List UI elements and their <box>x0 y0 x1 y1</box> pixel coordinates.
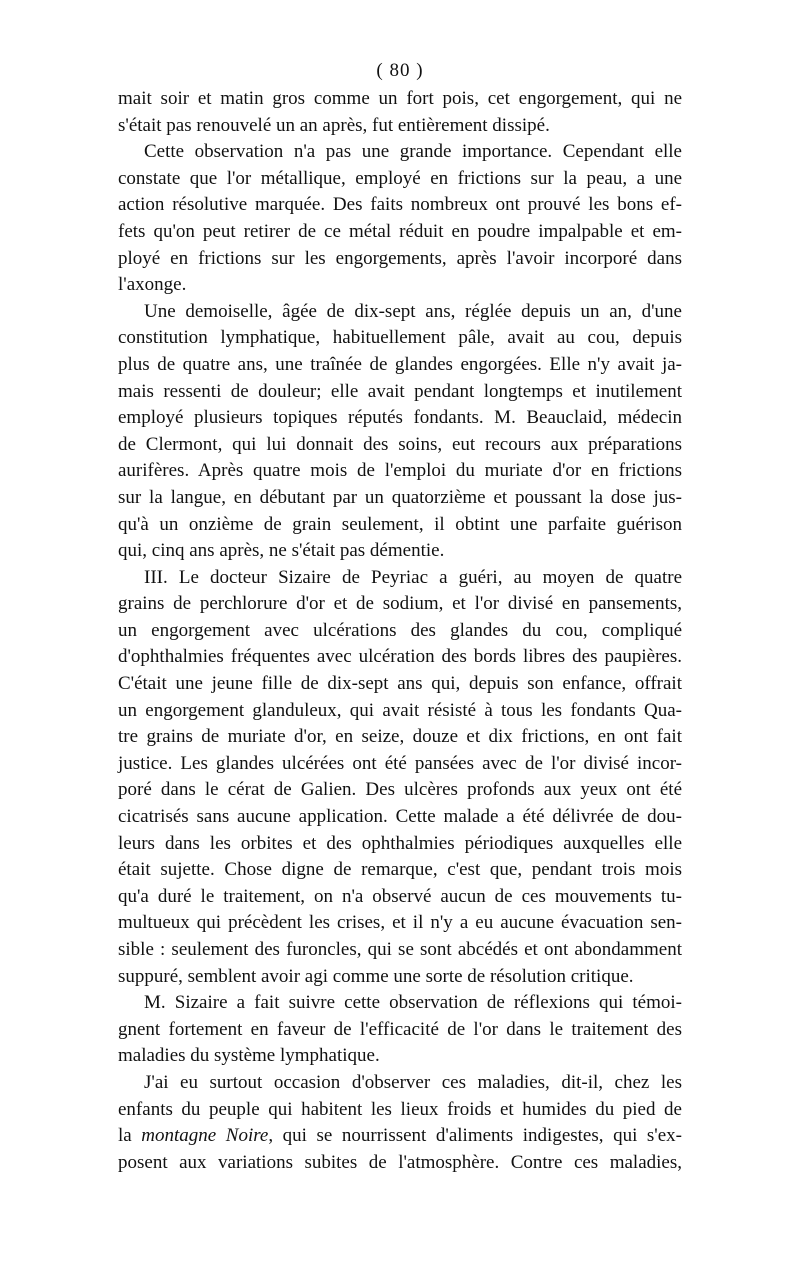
text-line: multueux qui précèdent les crises, et il n'y a eu aucune évacuation sen- <box>118 912 682 934</box>
text-line: C'était une jeune fille de dix-sept ans qui, depuis son enfance, offrait <box>118 673 682 695</box>
text-line: sible : seulement des furoncles, qui se sont abcédés et ont abondamment <box>118 939 682 960</box>
text-line <box>118 1123 682 1150</box>
text-line: sur la langue, en débutant par un quatorzième et poussant la dose jus- <box>118 486 682 508</box>
text-line: constate que l'or métallique, employé en frictions sur la peau, a une <box>118 167 682 189</box>
text-line: qu'a duré le traitement, on n'a observé aucun de ces mouvements tu- <box>118 885 682 907</box>
text-line: justice. Les glandes ulcérées ont été pansées avec de l'or divisé incor- <box>118 752 682 774</box>
text-line: grains de perchlorure d'or et de sodium, et l'or divisé en pansements, <box>118 593 682 615</box>
text-line: cicatrisés sans aucune application. Cette malade a été délivrée de dou- <box>118 806 682 828</box>
text-line: plus de quatre ans, une traînée de glandes engorgées. Elle n'y avait ja- <box>118 353 682 375</box>
text-line: gnent fortement en faveur de l'efficacité de l'or dans le traitement des <box>118 1018 682 1040</box>
text-line: maladies du système lymphatique. <box>118 1045 380 1067</box>
text-line: qui, cinq ans après, ne s'était pas démentie. <box>118 540 445 562</box>
page-text <box>118 86 682 1176</box>
text-line: posent aux variations subites de l'atmosphère. Contre ces maladies, <box>118 1151 682 1173</box>
text-line: Une demoiselle, âgée de dix-sept ans, réglée depuis un an, d'une <box>144 300 682 322</box>
text-line: leurs dans les orbites et des ophthalmies périodiques auxquelles elle <box>118 832 682 854</box>
text-line: de Clermont, qui lui donnait des soins, eut recours aux préparations <box>118 433 682 455</box>
text-line: tre grains de muriate d'or, en seize, douze et dix frictions, en ont fait <box>118 726 682 748</box>
text-line: M. Sizaire a fait suivre cette observation de réflexions qui témoi- <box>144 992 682 1014</box>
page-number: ( 80 ) <box>376 60 424 81</box>
text-span: la <box>118 1125 142 1147</box>
text-line: suppuré, semblent avoir agi comme une sorte de résolution critique. <box>118 965 634 987</box>
text-span: , qui se nourrissent d'aliments indigestes, qui s'ex- <box>268 1125 682 1147</box>
text-line: Cette observation n'a pas une grande importance. Cependant elle <box>144 141 682 163</box>
text-line: employé plusieurs topiques réputés fondants. M. Beauclaid, médecin <box>118 407 682 429</box>
text-line: action résolutive marquée. Des faits nombreux ont prouvé les bons ef- <box>118 194 682 216</box>
text-line: III. Le docteur Sizaire de Peyriac a guéri, au moyen de quatre <box>144 566 682 588</box>
text-line: mait soir et matin gros comme un fort pois, cet engorgement, qui ne <box>118 88 682 109</box>
text-line: un engorgement glanduleux, qui avait résisté à tous les fondants Qua- <box>118 699 682 721</box>
text-line: était sujette. Chose digne de remarque, c'est que, pendant trois mois <box>118 859 682 881</box>
text-line: mais ressenti de douleur; elle avait pendant longtemps et inutilement <box>118 380 682 402</box>
italic-place-name: montagne Noire <box>141 1125 269 1147</box>
text-line: un engorgement avec ulcérations des glandes du cou, compliqué <box>118 619 682 641</box>
text-line: l'axonge. <box>118 274 187 296</box>
text-line: constitution lymphatique, habituellement pâle, avait au cou, depuis <box>118 327 682 349</box>
text-line: qu'à un onzième de grain seulement, il obtint une parfaite guérison <box>118 513 682 535</box>
book-page <box>118 58 682 1176</box>
text-line: J'ai eu surtout occasion d'observer ces maladies, dit-il, chez les <box>144 1071 682 1093</box>
text-line: ployé en frictions sur les engorgements, après l'avoir incorporé dans <box>118 247 682 269</box>
text-line: fets qu'on peut retirer de ce métal réduit en poudre impalpable et em- <box>118 220 682 242</box>
text-line: aurifères. Après quatre mois de l'emploi du muriate d'or en frictions <box>118 460 682 482</box>
text-line: poré dans le cérat de Galien. Des ulcères profonds aux yeux ont été <box>118 779 682 801</box>
text-line: d'ophthalmies fréquentes avec ulcération des bords libres des paupières. <box>118 646 682 668</box>
text-line: s'était pas renouvelé un an après, fut entièrement dissipé. <box>118 114 550 136</box>
text-line: enfants du peuple qui habitent les lieux froids et humides du pied de <box>118 1098 682 1120</box>
